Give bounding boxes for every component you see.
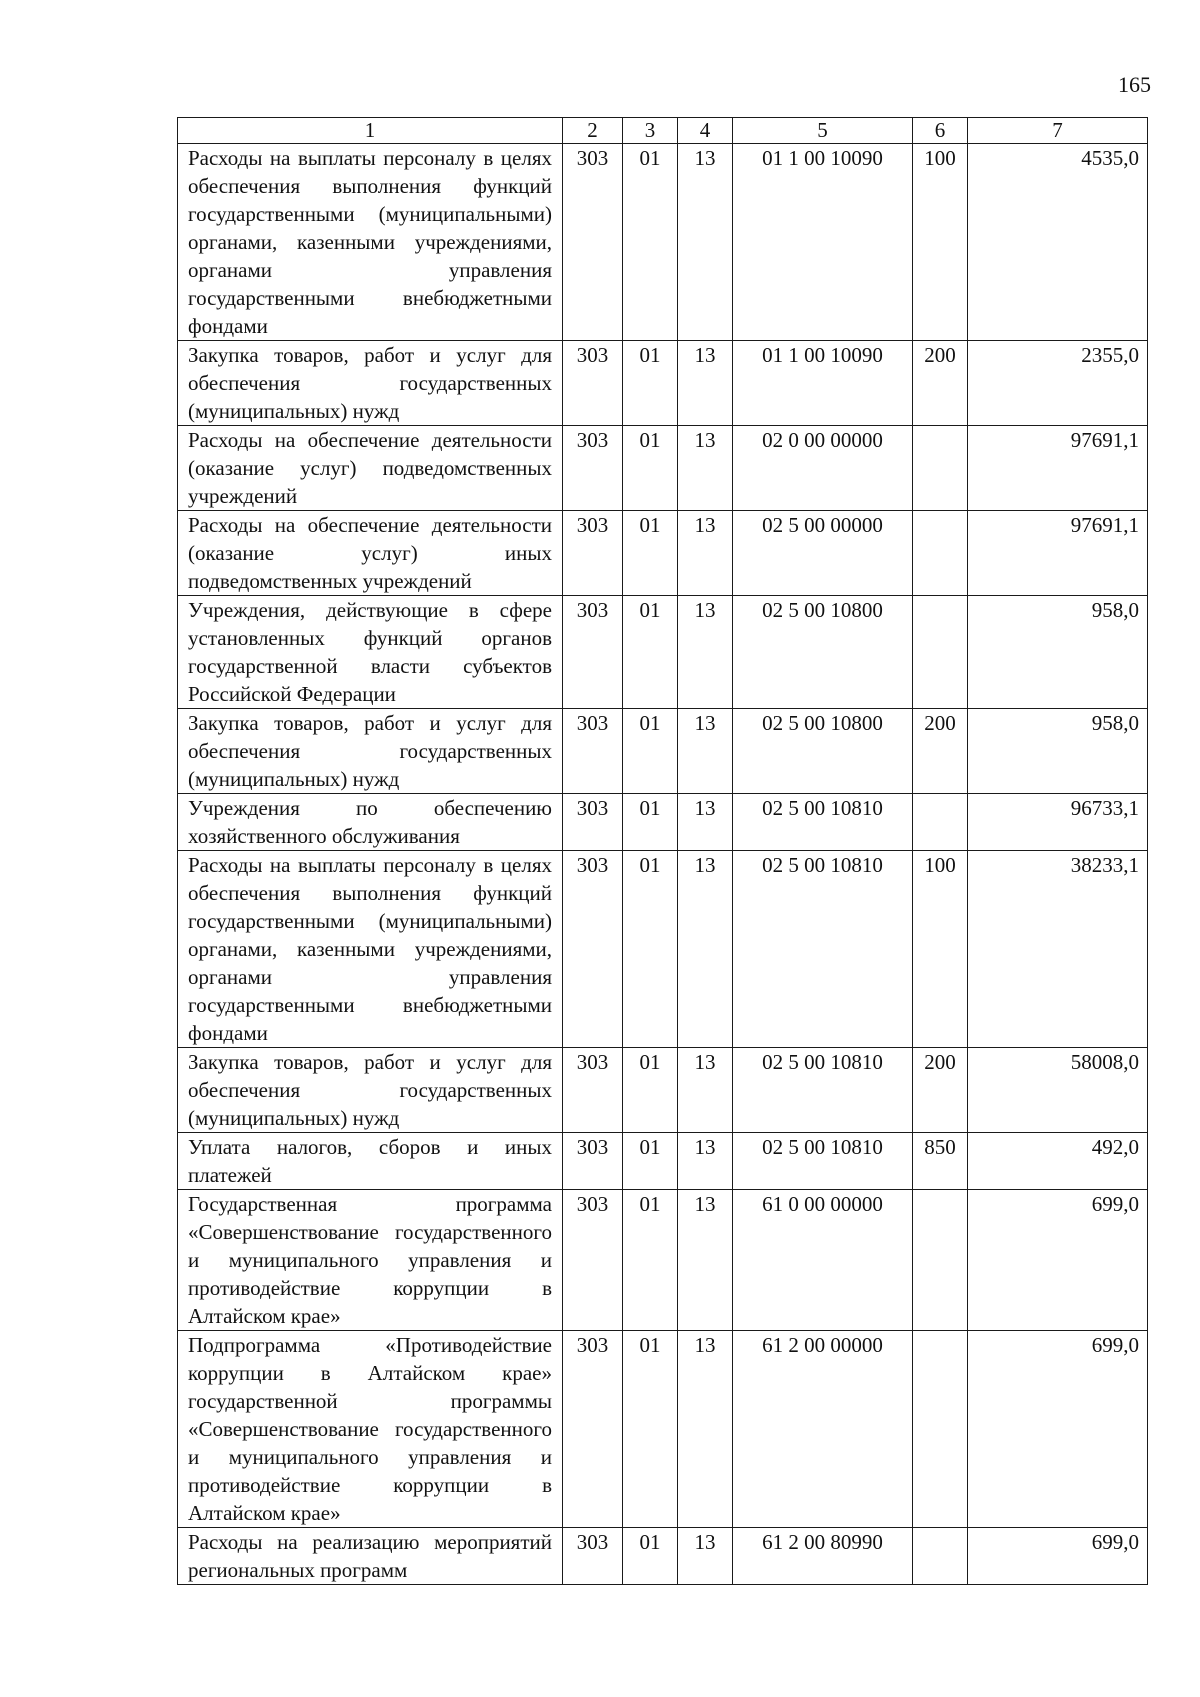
- cell-amount: 96733,1: [968, 794, 1148, 851]
- cell-section: 01: [623, 794, 678, 851]
- cell-amount: 97691,1: [968, 426, 1148, 511]
- cell-admin-code: 303: [563, 1133, 623, 1190]
- cell-admin-code: 303: [563, 1190, 623, 1331]
- cell-amount: 958,0: [968, 596, 1148, 709]
- cell-target-article: 02 5 00 10800: [733, 596, 913, 709]
- cell-admin-code: 303: [563, 596, 623, 709]
- table-row: [178, 1331, 1148, 1528]
- table-row: [178, 511, 1148, 596]
- table-row: [178, 426, 1148, 511]
- cell-name: Расходы на выплаты персоналу в целях обеспечения выполнения функций государственными (муниципальными) органами, казенными учреждениями, органами управления государственными внебюджетными фондами: [178, 144, 563, 341]
- cell-subsection: 13: [678, 1331, 733, 1528]
- table-row: [178, 1528, 1148, 1585]
- cell-expense-type: 100: [913, 851, 968, 1048]
- cell-amount: 4535,0: [968, 144, 1148, 341]
- cell-subsection: 13: [678, 596, 733, 709]
- cell-section: 01: [623, 1048, 678, 1133]
- cell-admin-code: 303: [563, 794, 623, 851]
- table-row: [178, 794, 1148, 851]
- table-row: [178, 341, 1148, 426]
- cell-target-article: 01 1 00 10090: [733, 144, 913, 341]
- cell-subsection: 13: [678, 1528, 733, 1585]
- cell-name: Закупка товаров, работ и услуг для обеспечения государственных (муниципальных) нужд: [178, 709, 563, 794]
- cell-admin-code: 303: [563, 1048, 623, 1133]
- cell-target-article: 02 5 00 10810: [733, 851, 913, 1048]
- cell-name: Расходы на выплаты персоналу в целях обеспечения выполнения функций государственными (муниципальными) органами, казенными учреждениями, органами управления государственными внебюджетными фондами: [178, 851, 563, 1048]
- cell-amount: 58008,0: [968, 1048, 1148, 1133]
- cell-admin-code: 303: [563, 341, 623, 426]
- cell-expense-type: 200: [913, 1048, 968, 1133]
- cell-section: 01: [623, 426, 678, 511]
- table-row: [178, 851, 1148, 1048]
- cell-amount: 699,0: [968, 1190, 1148, 1331]
- cell-expense-type: 100: [913, 144, 968, 341]
- header-cell-1: 1: [178, 118, 563, 144]
- table-row: [178, 596, 1148, 709]
- header-cell-4: 4: [678, 118, 733, 144]
- cell-name: Закупка товаров, работ и услуг для обеспечения государственных (муниципальных) нужд: [178, 1048, 563, 1133]
- cell-admin-code: 303: [563, 426, 623, 511]
- cell-amount: 492,0: [968, 1133, 1148, 1190]
- cell-name: Подпрограмма «Противодействие коррупции в Алтайском крае» государственной программы «Совершенствование государственного и муниципального управления и противодействие коррупции в Алтайском крае»: [178, 1331, 563, 1528]
- cell-expense-type: 200: [913, 341, 968, 426]
- cell-expense-type: [913, 794, 968, 851]
- cell-subsection: 13: [678, 794, 733, 851]
- cell-section: 01: [623, 511, 678, 596]
- table-row: [178, 709, 1148, 794]
- cell-section: 01: [623, 1190, 678, 1331]
- cell-amount: 699,0: [968, 1331, 1148, 1528]
- cell-target-article: 02 5 00 10810: [733, 1133, 913, 1190]
- cell-admin-code: 303: [563, 1331, 623, 1528]
- header-cell-3: 3: [623, 118, 678, 144]
- cell-target-article: 61 0 00 00000: [733, 1190, 913, 1331]
- table-row: [178, 1133, 1148, 1190]
- cell-name: Расходы на обеспечение деятельности (оказание услуг) подведомственных учреждений: [178, 426, 563, 511]
- cell-subsection: 13: [678, 426, 733, 511]
- cell-target-article: 02 5 00 00000: [733, 511, 913, 596]
- cell-section: 01: [623, 596, 678, 709]
- cell-target-article: 02 0 00 00000: [733, 426, 913, 511]
- cell-target-article: 02 5 00 10810: [733, 1048, 913, 1133]
- cell-subsection: 13: [678, 851, 733, 1048]
- cell-amount: 958,0: [968, 709, 1148, 794]
- cell-section: 01: [623, 1528, 678, 1585]
- header-cell-7: 7: [968, 118, 1148, 144]
- cell-name: Уплата налогов, сборов и иных платежей: [178, 1133, 563, 1190]
- cell-expense-type: [913, 596, 968, 709]
- cell-section: 01: [623, 709, 678, 794]
- cell-section: 01: [623, 144, 678, 341]
- cell-subsection: 13: [678, 511, 733, 596]
- table-row: [178, 1190, 1148, 1331]
- cell-admin-code: 303: [563, 851, 623, 1048]
- cell-target-article: 02 5 00 10810: [733, 794, 913, 851]
- cell-subsection: 13: [678, 709, 733, 794]
- cell-amount: 2355,0: [968, 341, 1148, 426]
- cell-admin-code: 303: [563, 1528, 623, 1585]
- cell-name: Расходы на реализацию мероприятий региональных программ: [178, 1528, 563, 1585]
- cell-target-article: 02 5 00 10800: [733, 709, 913, 794]
- cell-expense-type: 200: [913, 709, 968, 794]
- header-cell-2: 2: [563, 118, 623, 144]
- cell-target-article: 61 2 00 00000: [733, 1331, 913, 1528]
- budget-table: [177, 117, 1148, 1585]
- header-cell-6: 6: [913, 118, 968, 144]
- header-cell-5: 5: [733, 118, 913, 144]
- table-row: [178, 1048, 1148, 1133]
- cell-section: 01: [623, 1133, 678, 1190]
- cell-amount: 699,0: [968, 1528, 1148, 1585]
- cell-name: Расходы на обеспечение деятельности (оказание услуг) иных подведомственных учреждений: [178, 511, 563, 596]
- cell-name: Учреждения по обеспечению хозяйственного обслуживания: [178, 794, 563, 851]
- cell-admin-code: 303: [563, 511, 623, 596]
- page-number: 165: [1118, 72, 1151, 97]
- cell-section: 01: [623, 341, 678, 426]
- cell-subsection: 13: [678, 144, 733, 341]
- cell-expense-type: [913, 1528, 968, 1585]
- cell-target-article: 01 1 00 10090: [733, 341, 913, 426]
- header-row: [178, 118, 1148, 144]
- cell-amount: 38233,1: [968, 851, 1148, 1048]
- cell-section: 01: [623, 851, 678, 1048]
- table-row: [178, 144, 1148, 341]
- cell-name: Закупка товаров, работ и услуг для обеспечения государственных (муниципальных) нужд: [178, 341, 563, 426]
- cell-amount: 97691,1: [968, 511, 1148, 596]
- cell-expense-type: [913, 1190, 968, 1331]
- cell-section: 01: [623, 1331, 678, 1528]
- cell-subsection: 13: [678, 1133, 733, 1190]
- cell-subsection: 13: [678, 341, 733, 426]
- cell-expense-type: [913, 511, 968, 596]
- cell-target-article: 61 2 00 80990: [733, 1528, 913, 1585]
- cell-expense-type: 850: [913, 1133, 968, 1190]
- cell-expense-type: [913, 426, 968, 511]
- cell-expense-type: [913, 1331, 968, 1528]
- cell-name: Государственная программа «Совершенствование государственного и муниципального управления и противодействие коррупции в Алтайском крае»: [178, 1190, 563, 1331]
- cell-subsection: 13: [678, 1048, 733, 1133]
- cell-admin-code: 303: [563, 144, 623, 341]
- cell-name: Учреждения, действующие в сфере установленных функций органов государственной власти субъектов Российской Федерации: [178, 596, 563, 709]
- cell-subsection: 13: [678, 1190, 733, 1331]
- cell-admin-code: 303: [563, 709, 623, 794]
